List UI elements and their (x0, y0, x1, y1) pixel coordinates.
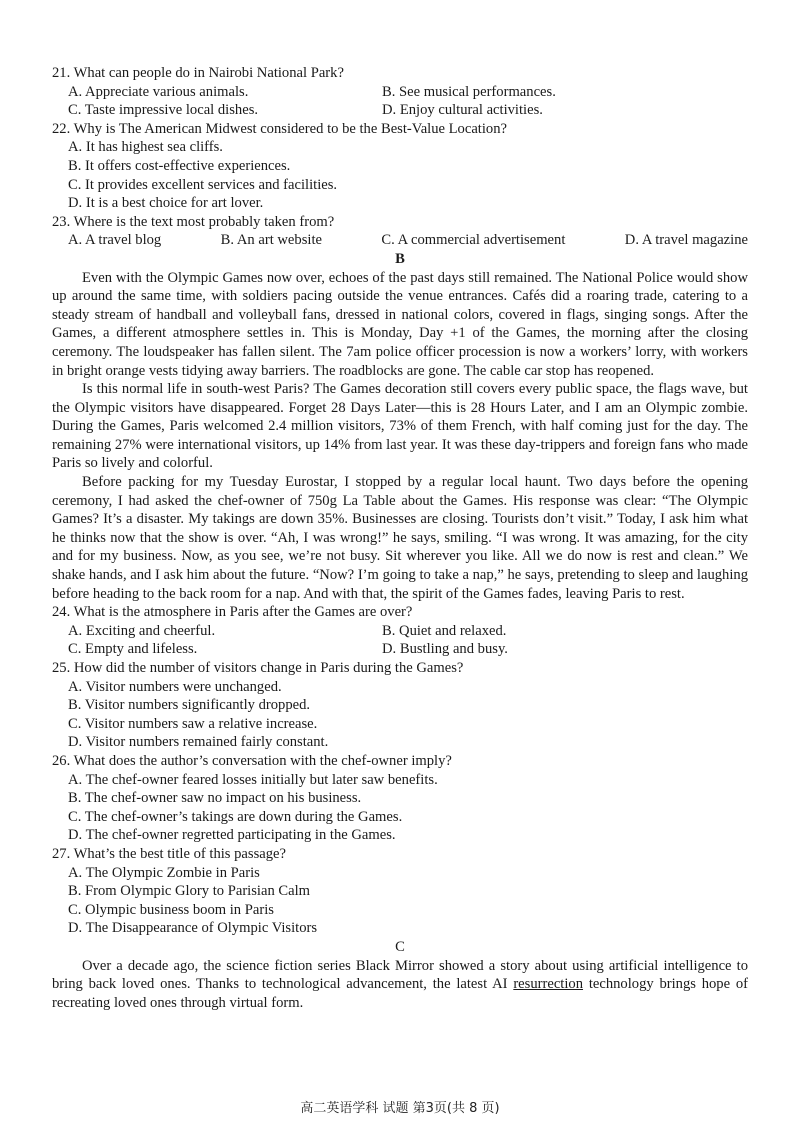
exam-page (52, 64, 748, 1012)
option[interactable]: D. Visitor numbers remained fairly constant. (68, 734, 329, 751)
question-25-stem: 25. How did the number of visitors change in Paris during the Games? (52, 660, 464, 676)
question-26-stem: 26. What does the author’s conversation with the chef-owner imply? (52, 752, 452, 769)
question-23-stem: 23. Where is the text most probably taken from? (52, 213, 335, 230)
option[interactable]: D. Enjoy cultural activities. (382, 102, 543, 119)
section-b-label: B (395, 250, 405, 267)
option[interactable]: C. Taste impressive local dishes. (68, 102, 259, 119)
option[interactable]: D. A travel magazine (624, 232, 748, 249)
question-21-options-row2 (52, 101, 748, 120)
option[interactable]: A. The chef-owner feared losses initially but later saw benefits. (68, 771, 438, 788)
option[interactable]: B. An art website (220, 232, 322, 249)
section-c-label: C (395, 938, 405, 955)
option[interactable]: A. It has highest sea cliffs. (68, 139, 223, 156)
passage-b-paragraph-1: Even with the Olympic Games now over, echoes of the past days still remained. The National Police would show up around the same time, with soldiers pacing outside the venue entrances. Cafés did a roaring trade, catering to a steady stream of handball and volleyball fans, dressed in national colors, covered in flags, singing songs. After the Games, a different atmosphere settles in. This is Monday, Day +1 of the Games, the morning after the closing ceremony. The loudspeaker has fallen silent. The 7am police officer procession is now a workers’ lorry, with workers in bright orange vests tidying away barriers. The roadblocks are gone. The cable car stop has reopened. (52, 269, 748, 379)
option[interactable]: C. Empty and lifeless. (68, 641, 198, 658)
option[interactable]: D. The chef-owner regretted participating in the Games. (68, 827, 396, 844)
question-22-stem: 22. Why is The American Midwest considered to be the Best-Value Location? (52, 120, 507, 137)
option[interactable]: C. A commercial advertisement (381, 232, 566, 249)
option[interactable]: B. The chef-owner saw no impact on his business. (68, 790, 362, 807)
passage-c-text-after: technology brings hope of recreating loved ones through virtual form. (52, 976, 749, 1011)
option[interactable]: A. A travel blog (68, 232, 162, 249)
option[interactable]: A. Appreciate various animals. (68, 83, 249, 100)
question-24-options-row1 (52, 622, 748, 641)
question-24-options-row2 (52, 640, 748, 659)
option[interactable]: B. Visitor numbers significantly dropped. (68, 697, 311, 714)
option[interactable]: D. It is a best choice for art lover. (68, 195, 264, 212)
option[interactable]: C. Visitor numbers saw a relative increase. (68, 715, 318, 732)
option[interactable]: C. The chef-owner’s takings are down during the Games. (68, 808, 403, 825)
option[interactable]: B. Quiet and relaxed. (382, 622, 507, 639)
question-24-stem: 24. What is the atmosphere in Paris after the Games are over? (52, 604, 413, 621)
question-27-stem: 27. What’s the best title of this passage? (52, 845, 286, 862)
question-21-options-row1 (52, 83, 748, 102)
question-21-stem: 21. What can people do in Nairobi National Park? (52, 65, 344, 81)
underlined-word: resurrection (513, 976, 584, 993)
option[interactable]: B. From Olympic Glory to Parisian Calm (68, 883, 311, 900)
page-footer: 高二英语学科 试题 第3页(共 8 页) (300, 1101, 500, 1116)
passage-b-paragraph-2: Is this normal life in south-west Paris? The Games decoration still covers every public space, the flags wave, but the Olympic visitors have disappeared. Forget 28 Days Later—this is 28 Hours Later, and I am an Olympic zombie. During the Games, Paris welcomed 2.4 million visitors, 73% of them French, with half coming just for the day. The remaining 27% were international visitors, up 14% from last year. It was these day-trippers and foreign fans who made Paris so lively and colorful. (52, 381, 748, 472)
option[interactable]: D. Bustling and busy. (382, 641, 508, 658)
option[interactable]: A. Visitor numbers were unchanged. (68, 678, 282, 695)
passage-c-paragraph-1 (52, 957, 748, 1013)
option[interactable]: A. Exciting and cheerful. (68, 622, 216, 639)
option[interactable]: C. Olympic business boom in Paris (68, 901, 274, 918)
option[interactable]: A. The Olympic Zombie in Paris (68, 864, 260, 881)
passage-c-text-before: Over a decade ago, the science fiction series Black Mirror showed a story about using artificial intelligence to bring back loved ones. Thanks to technological advancement, the latest AI (52, 957, 748, 993)
option[interactable]: B. See musical performances. (382, 83, 556, 100)
question-23-options (52, 231, 748, 250)
option[interactable]: D. The Disappearance of Olympic Visitors (68, 920, 318, 937)
passage-b-paragraph-3: Before packing for my Tuesday Eurostar, I stopped by a regular local haunt. Two days before the opening ceremony, I had asked the chef-owner of 750g La Table about the Games. His response was clear: “The Olympic Games? It’s a disaster. My takings are down 35%. Businesses are closing. Tourists don’t visit.” Today, I ask him what he thinks now that the show is over. “Ah, I was wrong!” he says, smiling. “I was wrong. It was amazing, for the city and for my business. Now, as you see, we’re not busy. Sit wherever you like. All we do now is rest and clean.” We shake hands, and I ask him about the future. “Now? I’m going to take a nap,” he says, pretending to sleep and laughing before heading to the back room for a nap. And with that, the spirit of the Games fades, leaving Paris to rest. (52, 474, 748, 602)
option[interactable]: C. It provides excellent services and facilities. (68, 176, 338, 193)
option[interactable]: B. It offers cost-effective experiences. (68, 157, 291, 174)
